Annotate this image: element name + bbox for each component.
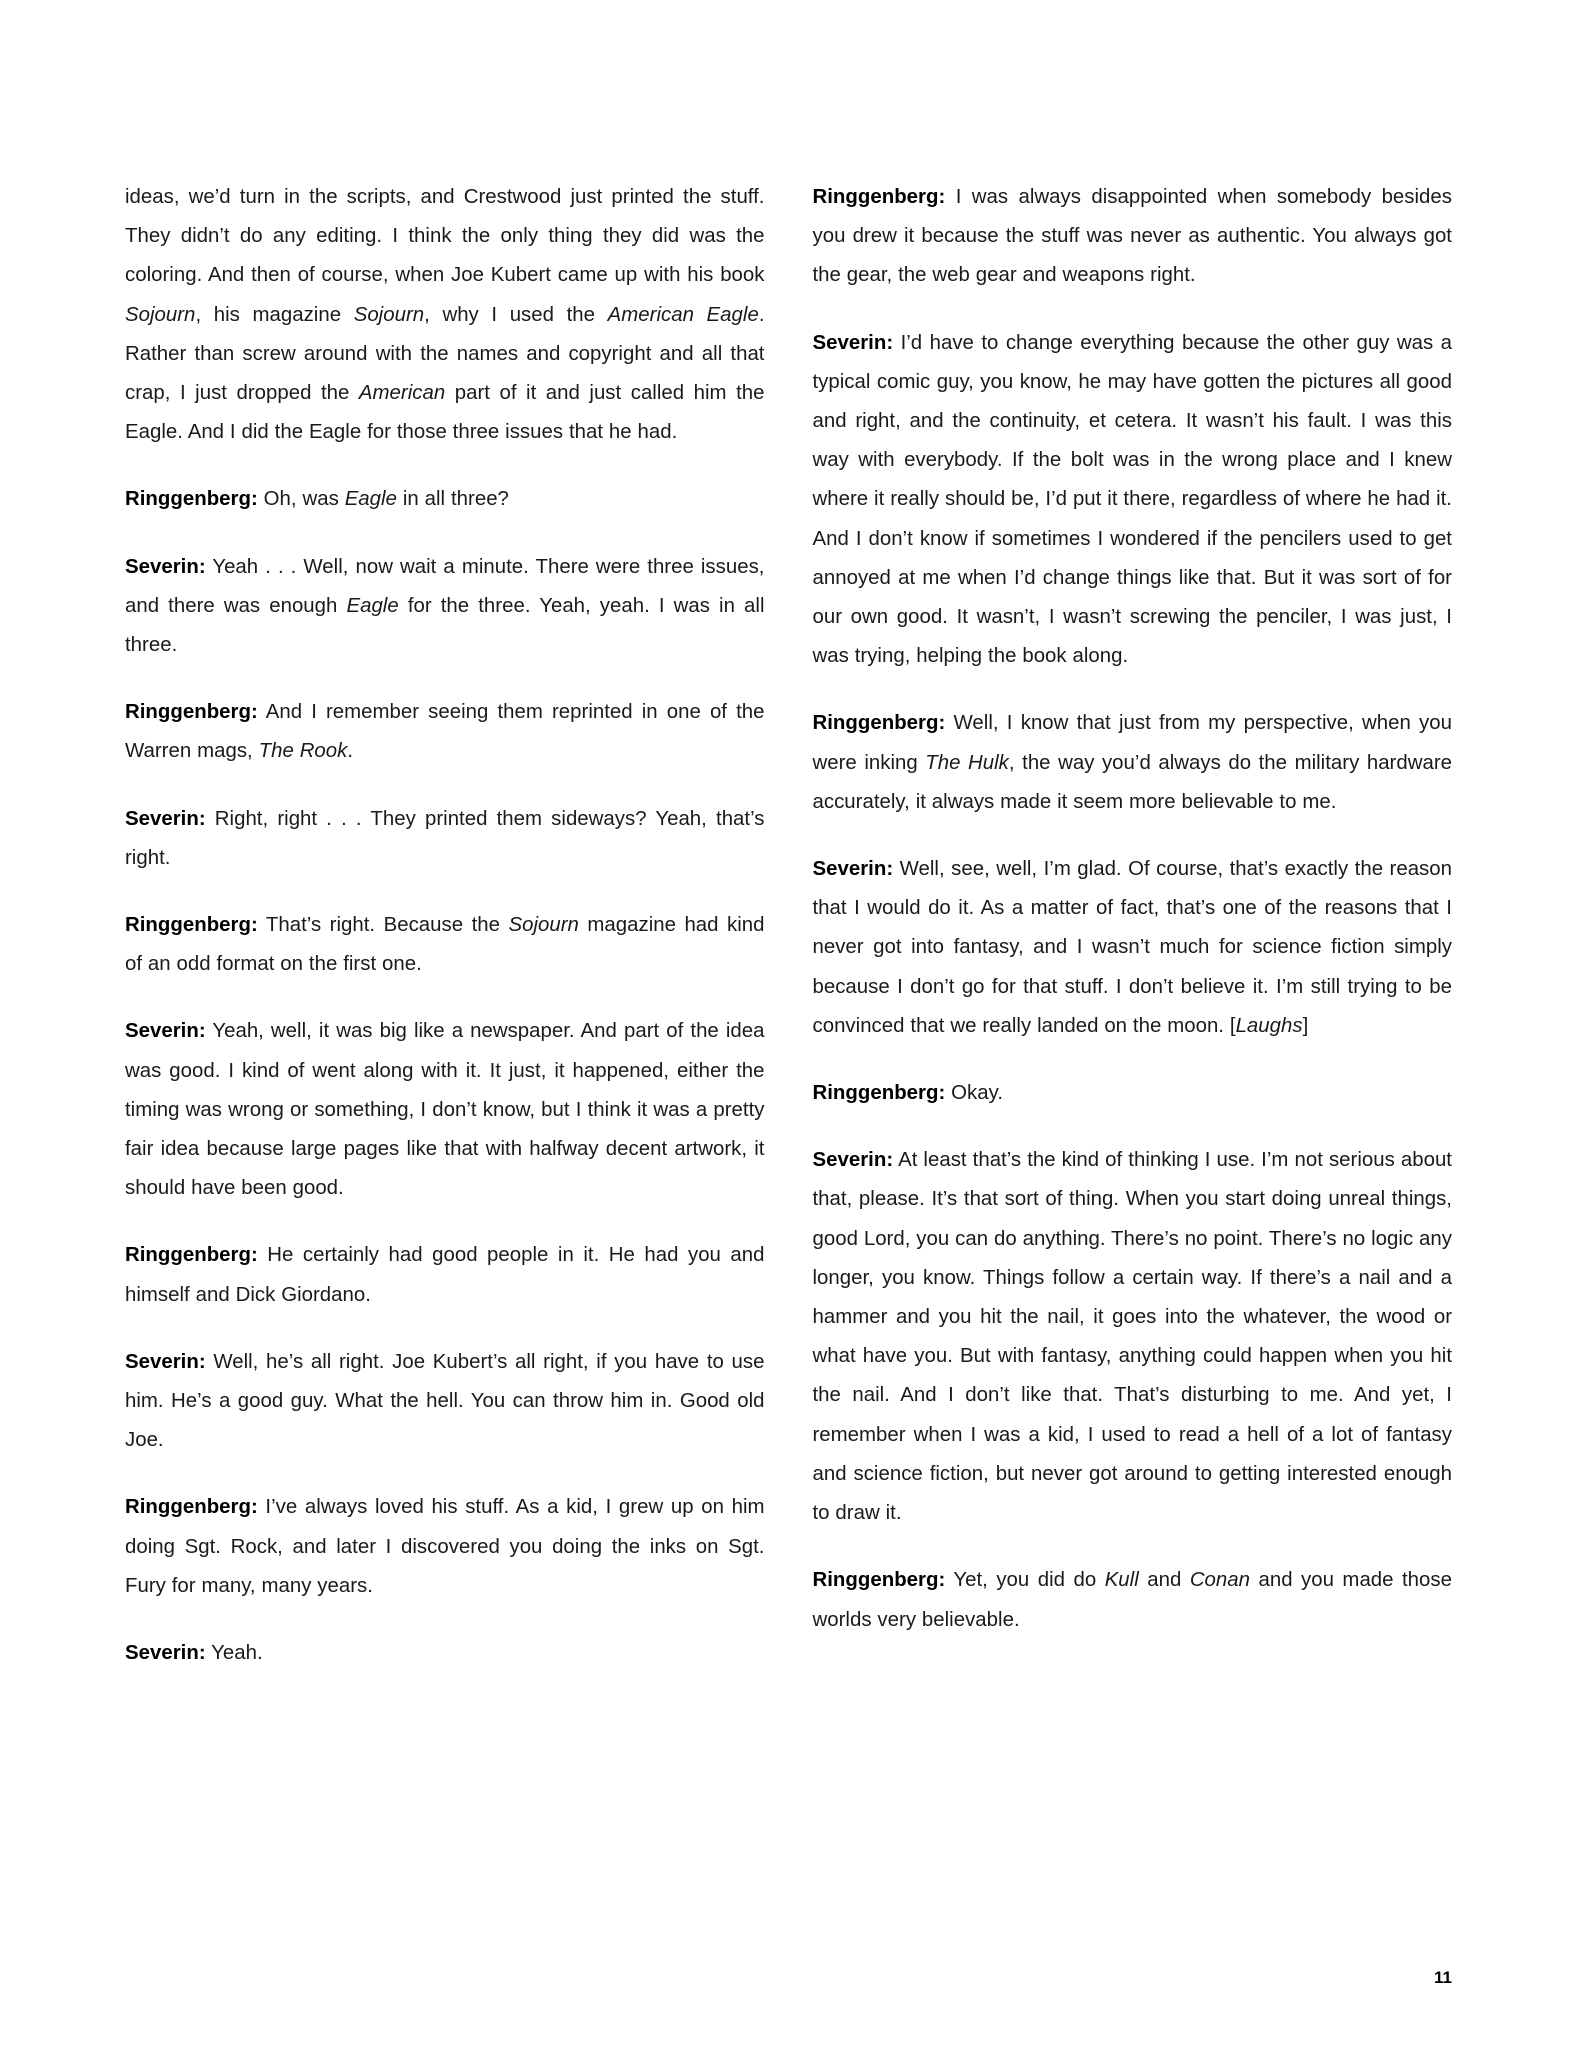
body-text: Right, right . . . They printed them sideways? Yeah, that’s right. xyxy=(125,807,765,869)
body-text: Yeah, well, it was big like a newspaper. And part of the idea was good. I kind of went along with it. It just, it happened, either the timing was wrong or something, I don’t know, but I think it was a pretty fair idea because large pages like that with halfway decent artwork, it should have been good. xyxy=(125,1020,765,1200)
body-text: At least that’s the kind of thinking I use. I’m not serious about that, please. It’s that sort of thing. When you start doing unreal things, good Lord, you can do anything. There’s no point. There’s no logic any longer, you know. Things follow a certain way. If there’s a nail and a hammer and you hit the nail, it goes into the whatever, the wood or what have you. But with fantasy, anything could happen when you hit the nail. And I don’t like that. That’s disturbing to me. And yet, I remember when I was a kid, I used to read a hell of a lot of fantasy and science fiction, but never got around to getting interested enough to draw it. xyxy=(812,1149,1452,1525)
transcript-paragraph xyxy=(125,1012,765,1208)
body-text: And I remember seeing them reprinted in one of the Warren mags, xyxy=(125,701,765,763)
body-text: That’s right. Because the xyxy=(257,914,509,937)
body-text: . xyxy=(347,740,354,763)
body-text: ] xyxy=(1302,1014,1309,1037)
transcript-paragraph xyxy=(125,906,765,984)
speaker-label: Severin: xyxy=(125,1350,206,1373)
transcript-paragraph xyxy=(813,1074,1453,1113)
right-column xyxy=(813,178,1453,1673)
speaker-label: Ringgenberg: xyxy=(812,712,946,735)
body-text: I was always disappointed when somebody besides you drew it because the stuff was never as authentic. You always got the gear, the web gear and weapons right. xyxy=(812,186,1452,287)
speaker-label: Severin: xyxy=(125,1642,206,1665)
body-text: Okay. xyxy=(945,1082,1004,1105)
transcript-paragraph xyxy=(125,1236,765,1314)
body-text: and you made those worlds very believable. xyxy=(812,1569,1452,1631)
italic-title: Eagle xyxy=(346,594,399,617)
body-text: I’ve always loved his stuff. As a kid, I grew up on him doing Sgt. Rock, and later I discovered you doing the inks on Sgt. Fury for many, many years. xyxy=(125,1496,765,1597)
body-text: Well, see, well, I’m glad. Of course, that’s exactly the reason that I would do it. As a matter of fact, that’s one of the reasons that I never got into fantasy, and I wasn’t much for science fiction simply because I don’t go for that stuff. I don’t believe it. I’m still trying to be convinced that we really landed on the moon. [ xyxy=(812,858,1452,1037)
transcript-paragraph xyxy=(813,178,1453,296)
italic-title: Sojourn xyxy=(125,303,196,326)
transcript-paragraph xyxy=(125,480,765,519)
body-text: for the three. Yeah, yeah. I was in all three. xyxy=(125,594,765,657)
body-text: , the way you’d always do the military hardware accurately, it always made it seem more believable to me. xyxy=(812,751,1453,813)
transcript-paragraph xyxy=(125,548,765,666)
transcript-paragraph xyxy=(125,1343,765,1461)
speaker-label: Ringgenberg: xyxy=(125,1244,258,1267)
italic-title: Laughs xyxy=(1235,1014,1303,1037)
transcript-paragraph xyxy=(125,178,765,452)
italic-title: Eagle xyxy=(344,488,397,511)
page-number: 11 xyxy=(1434,1968,1452,1987)
transcript-paragraph xyxy=(125,1634,765,1673)
italic-title: Kull xyxy=(1104,1569,1139,1592)
speaker-label: Ringgenberg: xyxy=(812,186,946,208)
speaker-label: Severin: xyxy=(812,1149,894,1172)
speaker-label: Ringgenberg: xyxy=(125,1496,258,1519)
body-text: Yeah . . . Well, now wait a minute. There were three issues, and there was enough xyxy=(125,555,765,617)
body-text: Well, I know that just from my perspective, when you were inking xyxy=(812,712,1452,774)
body-text: Yeah. xyxy=(205,1642,263,1665)
speaker-label: Severin: xyxy=(812,858,894,881)
left-column xyxy=(125,178,765,1673)
body-text: Well, he’s all right. Joe Kubert’s all right, if you have to use him. He’s a good guy. What the hell. You can throw him in. Good old Joe. xyxy=(125,1350,765,1452)
speaker-label: Severin: xyxy=(812,331,894,354)
italic-title: American xyxy=(358,382,446,405)
transcript-paragraph xyxy=(813,1141,1453,1533)
body-text: , his magazine xyxy=(195,303,354,326)
body-text: , why I used the xyxy=(424,303,608,326)
speaker-label: Ringgenberg: xyxy=(125,701,258,724)
transcript-paragraph xyxy=(813,704,1453,822)
body-text: I’d have to change everything because the other guy was a typical comic guy, you know, he may have gotten the pictures all good and right, and the continuity, et cetera. It wasn’t his fault. I was this way with everybody. If the bolt was in the wrong place and I knew where it really should be, I’d put it there, regardless of where he had it. And I don’t know if sometimes I wondered if the pencilers used to get annoyed at me when I’d change things like that. But it was sort of for our own good. It wasn’t, I wasn’t screwing the penciler, I was just, I was trying, helping the book along. xyxy=(812,331,1452,668)
italic-title: Conan xyxy=(1189,1569,1250,1592)
transcript-paragraph xyxy=(813,1561,1453,1639)
italic-title: Sojourn xyxy=(353,303,425,326)
speaker-label: Ringgenberg: xyxy=(125,914,258,937)
body-text: part of it and just called him the Eagle. And I did the Eagle for those three issues that he had. xyxy=(125,382,765,444)
italic-title: Sojourn xyxy=(508,914,579,937)
speaker-label: Severin: xyxy=(125,807,206,830)
speaker-label: Ringgenberg: xyxy=(812,1082,946,1105)
two-column-body xyxy=(125,178,1452,1673)
body-text: Yet, you did do xyxy=(945,1569,1105,1592)
speaker-label: Ringgenberg: xyxy=(125,488,258,511)
transcript-paragraph xyxy=(813,324,1453,677)
body-text: in all three? xyxy=(396,488,509,511)
speaker-label: Severin: xyxy=(125,1020,206,1043)
speaker-label: Ringgenberg: xyxy=(812,1569,946,1592)
body-text: and xyxy=(1138,1569,1190,1592)
italic-title: The Hulk xyxy=(925,751,1009,774)
speaker-label: Severin: xyxy=(125,555,206,578)
italic-title: The Rook xyxy=(258,740,348,763)
transcript-paragraph xyxy=(125,800,765,878)
body-text: . Rather than screw around with the names and copyright and all that crap, I just dropped the xyxy=(125,303,765,405)
body-text: magazine had kind of an odd format on the first one. xyxy=(125,914,765,976)
transcript-paragraph xyxy=(813,850,1453,1046)
body-text: Oh, was xyxy=(257,488,345,511)
transcript-paragraph xyxy=(125,693,765,771)
body-text: ideas, we’d turn in the scripts, and Crestwood just printed the stuff. They didn’t do any editing. I think the only thing they did was the coloring. And then of course, when Joe Kubert came up with his book xyxy=(125,186,765,287)
italic-title: American Eagle xyxy=(607,303,759,326)
transcript-paragraph xyxy=(125,1488,765,1606)
body-text: He certainly had good people in it. He had you and himself and Dick Giordano. xyxy=(125,1244,765,1306)
